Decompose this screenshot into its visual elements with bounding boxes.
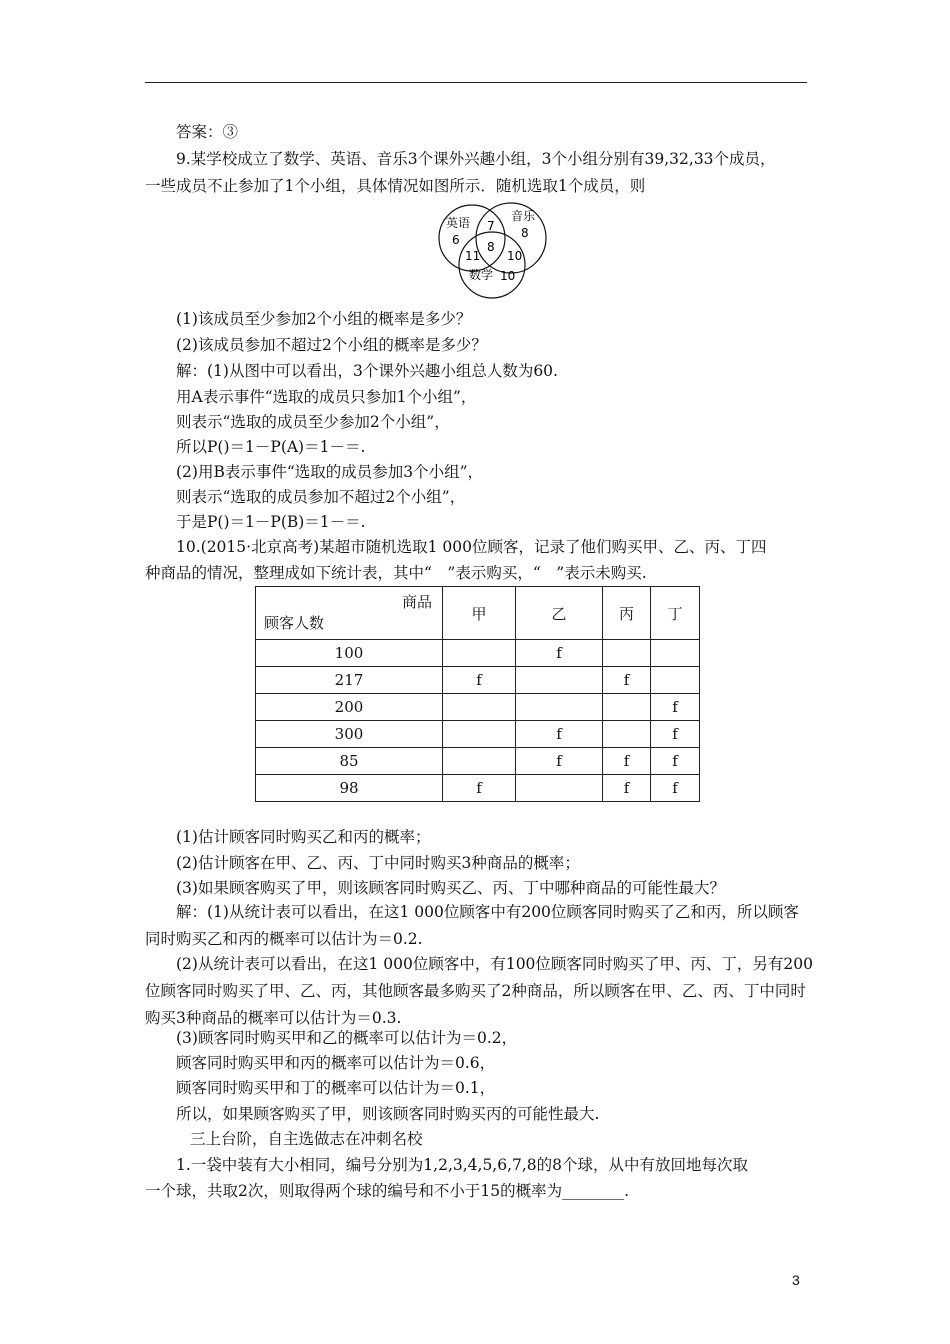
- row-cell: [516, 775, 603, 802]
- row-cell: f: [603, 667, 651, 694]
- table-row: [256, 640, 700, 667]
- q9-sol5: (2)用B表示事件“选取的成员参加3个小组”，: [176, 463, 484, 481]
- row-cell: [603, 694, 651, 721]
- row-cell: [603, 640, 651, 667]
- row-cell: [443, 640, 516, 667]
- purchase-table: [255, 586, 700, 802]
- row-cell: [651, 640, 700, 667]
- q9-sol3: 则表示“选取的成员至少参加2个小组”，: [176, 413, 450, 431]
- q10-sol1: 解：(1)从统计表可以看出，在这1 000位顾客中有200位顾客同时购买了乙和丙，所以顾客同时购买乙和丙的概率可以估计为＝0.2.: [145, 903, 799, 948]
- table-corner-header: [256, 587, 443, 640]
- q10-stem-line1: 10.(2015·北京高考)某超市随机选取1 000位顾客，记录了他们购买甲、乙、丙、丁四: [176, 538, 767, 556]
- venn-english-music: 7: [487, 219, 495, 233]
- q10-sub1: (1)估计顾客同时购买乙和丙的概率；: [176, 828, 431, 846]
- next-q-line2: 一个球，共取2次，则取得两个球的编号和不小于15的概率为________.: [145, 1182, 630, 1200]
- row-cell: f: [443, 775, 516, 802]
- row-cell: [443, 694, 516, 721]
- q9-sub1: (1)该成员至少参加2个小组的概率是多少？: [176, 310, 472, 328]
- row-cell: f: [603, 775, 651, 802]
- table-row: [256, 748, 700, 775]
- row-cell: [516, 667, 603, 694]
- q9-sol7: 于是P()＝1－P(B)＝1－＝.: [176, 513, 366, 531]
- q10-sol2: (2)从统计表可以看出，在这1 000位顾客中，有100位顾客同时购买了甲、丙、丁，另有200位顾客同时购买了甲、乙、丙，其他顾客最多购买了2种商品，所以顾客在甲、乙、丙、丁中同时购买3种商品的概率可以估计为＝0.3.: [145, 955, 814, 1027]
- q9-sub2: (2)该成员参加不超过2个小组的概率是多少？: [176, 336, 487, 354]
- row-cell: f: [443, 667, 516, 694]
- q9-stem-line2: 一些成员不止参加了1个小组，具体情况如图所示．随机选取1个成员，则: [145, 177, 646, 195]
- row-cell: [516, 694, 603, 721]
- q10-sol6: 所以，如果顾客购买了甲，则该顾客同时购买丙的可能性最大.: [176, 1105, 600, 1123]
- q10-sub3: (3)如果顾客购买了甲，则该顾客同时购买乙、丙、丁中哪种商品的可能性最大？: [176, 879, 725, 897]
- q9-sol6: 则表示“选取的成员参加不超过2个小组”，: [176, 488, 466, 506]
- table-row: [256, 694, 700, 721]
- venn-all-three: 8: [487, 240, 495, 254]
- q9-stem-line1: 9.某学校成立了数学、英语、音乐3个课外兴趣小组，3个小组分别有39,32,33个成员，: [176, 150, 776, 168]
- table-row: [256, 667, 700, 694]
- venn-math-label: 数学: [469, 268, 494, 282]
- q9-sol2: 用A表示事件“选取的成员只参加1个小组”，: [176, 388, 477, 406]
- row-cell: [651, 667, 700, 694]
- page-number: 3: [792, 1272, 800, 1288]
- row-count: 85: [256, 748, 443, 775]
- row-cell: f: [516, 640, 603, 667]
- table-row: [256, 775, 700, 802]
- venn-diagram: [432, 196, 562, 304]
- section-title: 三上台阶，自主选做志在冲刺名校: [190, 1130, 423, 1148]
- venn-music-label: 音乐: [511, 209, 536, 223]
- row-count: 217: [256, 667, 443, 694]
- header-col-3: 丁: [651, 587, 700, 640]
- venn-english-only: 6: [452, 233, 460, 247]
- row-count: 100: [256, 640, 443, 667]
- table-header-row: [256, 587, 700, 640]
- row-cell: f: [651, 775, 700, 802]
- row-cell: f: [603, 748, 651, 775]
- table-row: [256, 721, 700, 748]
- row-cell: f: [651, 748, 700, 775]
- header-customers: 顾客人数: [264, 614, 325, 632]
- header-col-0: 甲: [443, 587, 516, 640]
- row-cell: [443, 721, 516, 748]
- row-count: 200: [256, 694, 443, 721]
- row-cell: f: [516, 721, 603, 748]
- row-cell: [443, 748, 516, 775]
- header-rule: [145, 82, 807, 83]
- venn-english-label: 英语: [446, 216, 471, 230]
- q9-sol1: 解：(1)从图中可以看出，3个课外兴趣小组总人数为60.: [176, 362, 558, 380]
- venn-math-only: 10: [500, 269, 516, 283]
- row-cell: [603, 721, 651, 748]
- q10-sol5: 顾客同时购买甲和丁的概率可以估计为＝0.1，: [176, 1079, 496, 1097]
- q9-sol4: 所以P()＝1－P(A)＝1－＝.: [176, 438, 366, 456]
- header-col-1: 乙: [516, 587, 603, 640]
- q10-sol4: 顾客同时购买甲和丙的概率可以估计为＝0.6，: [176, 1054, 496, 1072]
- row-count: 98: [256, 775, 443, 802]
- row-cell: f: [651, 721, 700, 748]
- header-col-2: 丙: [603, 587, 651, 640]
- row-cell: f: [651, 694, 700, 721]
- q10-sub2: (2)估计顾客在甲、乙、丙、丁中同时购买3种商品的概率；: [176, 854, 580, 872]
- venn-english-math: 11: [465, 249, 481, 263]
- row-cell: f: [516, 748, 603, 775]
- venn-music-math: 10: [507, 249, 523, 263]
- answer-prev: 答案：③: [176, 123, 239, 141]
- next-q-line1: 1.一袋中装有大小相同，编号分别为1,2,3,4,5,6,7,8的8个球，从中有放回地每次取: [176, 1156, 749, 1174]
- q10-sol3: (3)顾客同时购买甲和乙的概率可以估计为＝0.2，: [176, 1029, 518, 1047]
- venn-music-only: 8: [521, 226, 529, 240]
- header-goods: 商品: [401, 593, 432, 611]
- q10-stem-line2: 种商品的情况，整理成如下统计表，其中“ ”表示购买，“ ”表示未购买.: [145, 564, 647, 582]
- row-count: 300: [256, 721, 443, 748]
